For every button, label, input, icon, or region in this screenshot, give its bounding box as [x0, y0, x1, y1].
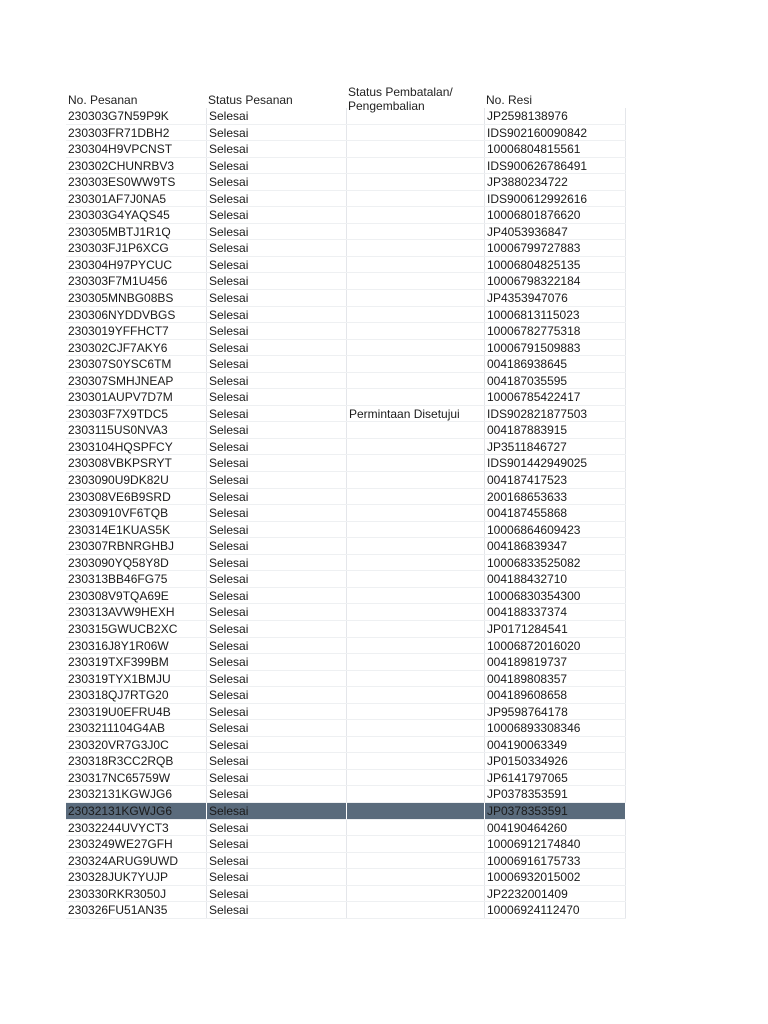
cell-cancel-status[interactable]	[346, 687, 484, 703]
table-row[interactable]	[66, 621, 626, 638]
table-row[interactable]	[66, 323, 626, 340]
cell-cancel-status[interactable]	[346, 853, 484, 869]
cell-receipt-no[interactable]: 10006833525082	[484, 555, 626, 571]
cell-order-no[interactable]: 230305MNBG08BS	[68, 291, 174, 306]
cell-order-status[interactable]: Selesai	[206, 720, 346, 736]
cell-order-status[interactable]: Selesai	[206, 654, 346, 670]
orders-table	[66, 82, 626, 919]
cell-receipt-no[interactable]: 10006924112470	[484, 902, 626, 918]
cell-receipt-no[interactable]: 004189608658	[484, 687, 626, 703]
cell-cancel-status[interactable]	[346, 108, 484, 124]
cell-order-status[interactable]: Selesai	[206, 869, 346, 885]
cell-order-status[interactable]: Selesai	[206, 439, 346, 455]
cell-cancel-status[interactable]	[346, 704, 484, 720]
cell-cancel-status[interactable]	[346, 522, 484, 538]
cell-cancel-status[interactable]	[346, 671, 484, 687]
cell-order-no[interactable]: 230305MBTJ1R1Q	[68, 224, 171, 239]
cell-cancel-status[interactable]	[346, 621, 484, 637]
header-order-no: No. Pesanan	[68, 93, 138, 107]
cell-order-no[interactable]: 2303019YFFHCT7	[68, 324, 169, 339]
cell-cancel-status[interactable]	[346, 571, 484, 587]
table-header	[66, 82, 626, 113]
cell-cancel-status[interactable]	[346, 588, 484, 604]
cell-order-no[interactable]: 23030910VF6TQB	[68, 506, 169, 521]
cell-order-no[interactable]: 23032131KGWJG6	[68, 787, 173, 802]
cell-receipt-no[interactable]: 004186938645	[484, 356, 626, 372]
cell-cancel-status[interactable]	[346, 290, 484, 306]
cell-receipt-no[interactable]: 10006804825135	[484, 257, 626, 273]
cell-cancel-status[interactable]	[346, 141, 484, 157]
cell-receipt-no[interactable]: 004187455868	[484, 505, 626, 521]
cell-order-no[interactable]: 230324ARUG9UWD	[68, 853, 179, 868]
table-row[interactable]	[66, 820, 626, 837]
table-row[interactable]	[66, 356, 626, 373]
cell-order-no[interactable]: 2303090U9DK82U	[68, 473, 169, 488]
table-row[interactable]	[66, 671, 626, 688]
cell-cancel-status[interactable]	[346, 770, 484, 786]
table-row[interactable]	[66, 786, 626, 803]
table-row[interactable]	[66, 257, 626, 274]
cell-receipt-no[interactable]: 10006791509883	[484, 340, 626, 356]
table-row[interactable]	[66, 588, 626, 605]
table-row[interactable]	[66, 273, 626, 290]
cell-order-status[interactable]: Selesai	[206, 224, 346, 240]
cell-cancel-status[interactable]	[346, 505, 484, 521]
cell-cancel-status[interactable]	[346, 604, 484, 620]
cell-cancel-status[interactable]	[346, 555, 484, 571]
cell-cancel-status[interactable]	[346, 356, 484, 372]
table-row[interactable]	[66, 869, 626, 886]
cell-order-no[interactable]: 230318QJ7RTG20	[68, 688, 169, 703]
table-row[interactable]	[66, 720, 626, 737]
cell-receipt-no[interactable]: 004187035595	[484, 373, 626, 389]
cell-cancel-status[interactable]	[346, 389, 484, 405]
cell-order-status[interactable]: Selesai	[206, 770, 346, 786]
table-row[interactable]	[66, 455, 626, 472]
cell-cancel-status[interactable]	[346, 273, 484, 289]
cell-order-status[interactable]: Selesai	[206, 323, 346, 339]
cell-receipt-no[interactable]: 10006799727883	[484, 240, 626, 256]
cell-receipt-no[interactable]: JP3511846727	[484, 439, 626, 455]
cell-order-status[interactable]: Selesai	[206, 158, 346, 174]
cell-order-no[interactable]: 23032244UVYCT3	[68, 820, 169, 835]
cell-order-status[interactable]: Selesai	[206, 356, 346, 372]
table-row[interactable]	[66, 704, 626, 721]
cell-order-no[interactable]: 23032131KGWJG6	[68, 803, 173, 818]
cell-order-no[interactable]: 230319TXF399BM	[68, 655, 169, 670]
cell-order-no[interactable]: 230313AVW9HEXH	[68, 605, 175, 620]
table-row[interactable]	[66, 240, 626, 257]
cell-cancel-status[interactable]	[346, 240, 484, 256]
cell-order-no[interactable]: 230306NYDDVBGS	[68, 307, 176, 322]
cell-order-status[interactable]: Selesai	[206, 704, 346, 720]
table-row[interactable]	[66, 638, 626, 655]
cell-order-status[interactable]: Selesai	[206, 373, 346, 389]
cell-order-no[interactable]: 2303211104G4AB	[68, 721, 165, 736]
cell-receipt-no[interactable]: JP4353947076	[484, 290, 626, 306]
cell-order-no[interactable]: 230315GWUCB2XC	[68, 621, 178, 636]
table-row[interactable]	[66, 737, 626, 754]
table-row[interactable]	[66, 770, 626, 787]
cell-order-no[interactable]: 230318R3CC2RQB	[68, 754, 174, 769]
table-body	[66, 108, 626, 919]
cell-order-status[interactable]: Selesai	[206, 422, 346, 438]
cell-order-no[interactable]: 230304H9VPCNST	[68, 142, 173, 157]
cell-receipt-no[interactable]: IDS901442949025	[484, 455, 626, 471]
cell-receipt-no[interactable]: 10006830354300	[484, 588, 626, 604]
cell-receipt-no[interactable]: 10006801876620	[484, 207, 626, 223]
cell-order-status[interactable]: Selesai	[206, 240, 346, 256]
cell-order-no[interactable]: 230303F7M1U456	[68, 274, 168, 289]
table-row[interactable]	[66, 406, 626, 423]
cell-cancel-status[interactable]	[346, 638, 484, 654]
cell-receipt-no[interactable]: IDS900626786491	[484, 158, 626, 174]
cell-cancel-status[interactable]	[346, 439, 484, 455]
cell-order-status[interactable]: Selesai	[206, 588, 346, 604]
cell-order-status[interactable]: Selesai	[206, 687, 346, 703]
cell-receipt-no[interactable]: 004188432710	[484, 571, 626, 587]
cell-receipt-no[interactable]: JP0378353591	[484, 786, 626, 802]
cell-order-no[interactable]: 2303090YQ58Y8D	[68, 555, 169, 570]
cell-order-status[interactable]: Selesai	[206, 389, 346, 405]
table-row-selected[interactable]	[66, 803, 626, 820]
cell-receipt-no[interactable]: JP0171284541	[484, 621, 626, 637]
cell-cancel-status[interactable]	[346, 869, 484, 885]
cell-order-no[interactable]: 230304H97PYCUC	[68, 257, 173, 272]
cell-cancel-status[interactable]	[346, 753, 484, 769]
cell-receipt-no[interactable]: 10006804815561	[484, 141, 626, 157]
header-cancel-status-line2: Pengembalian	[348, 99, 425, 113]
cell-receipt-no[interactable]: 004189808357	[484, 671, 626, 687]
cell-receipt-no[interactable]: 10006932015002	[484, 869, 626, 885]
cell-order-no[interactable]: 230328JUK7YUJP	[68, 870, 169, 885]
cell-order-no[interactable]: 230303G7N59P9K	[68, 109, 169, 123]
cell-cancel-status[interactable]	[346, 307, 484, 323]
cell-order-no[interactable]: 230301AF7J0NA5	[68, 191, 167, 206]
cell-cancel-status[interactable]	[346, 720, 484, 736]
cell-receipt-no[interactable]: 10006782775318	[484, 323, 626, 339]
table-row[interactable]	[66, 290, 626, 307]
table-row[interactable]	[66, 125, 626, 142]
cell-order-status[interactable]: Selesai	[206, 621, 346, 637]
cell-order-no[interactable]: 230330RKR3050J	[68, 886, 167, 901]
cell-order-status[interactable]: Selesai	[206, 836, 346, 852]
cell-order-no[interactable]: 230308VE6B9SRD	[68, 489, 171, 504]
table-row[interactable]	[66, 538, 626, 555]
table-row[interactable]	[66, 505, 626, 522]
cell-order-status[interactable]: Selesai	[206, 902, 346, 918]
table-row[interactable]	[66, 555, 626, 572]
cell-order-status[interactable]: Selesai	[206, 555, 346, 571]
cell-cancel-status[interactable]	[346, 786, 484, 802]
cell-order-status[interactable]: Selesai	[206, 340, 346, 356]
cell-cancel-status[interactable]	[346, 820, 484, 836]
cell-order-status[interactable]: Selesai	[206, 472, 346, 488]
cell-order-status[interactable]: Selesai	[206, 489, 346, 505]
table-row[interactable]	[66, 522, 626, 539]
cell-cancel-status[interactable]	[346, 737, 484, 753]
cell-receipt-no[interactable]: 10006912174840	[484, 836, 626, 852]
table-row[interactable]	[66, 224, 626, 241]
cell-order-no[interactable]: 230319U0EFRU4B	[68, 704, 171, 719]
cell-cancel-status[interactable]	[346, 836, 484, 852]
cell-receipt-no[interactable]: JP6141797065	[484, 770, 626, 786]
cell-receipt-no[interactable]: 10006785422417	[484, 389, 626, 405]
cell-order-status[interactable]: Selesai	[206, 307, 346, 323]
table-row[interactable]	[66, 340, 626, 357]
cell-receipt-no[interactable]: IDS900612992616	[484, 191, 626, 207]
cell-receipt-no[interactable]: 10006893308346	[484, 720, 626, 736]
cell-order-no[interactable]: 230320VR7G3J0C	[68, 737, 169, 752]
table-row[interactable]	[66, 472, 626, 489]
table-row[interactable]	[66, 902, 626, 919]
cell-receipt-no[interactable]: 200168653633	[484, 489, 626, 505]
cell-order-no[interactable]: 2303104HQSPFCY	[68, 439, 173, 454]
cell-cancel-status[interactable]	[346, 323, 484, 339]
table-row[interactable]	[66, 571, 626, 588]
cell-receipt-no[interactable]: 10006916175733	[484, 853, 626, 869]
table-row[interactable]	[66, 207, 626, 224]
cell-cancel-status[interactable]	[346, 257, 484, 273]
cell-order-status[interactable]: Selesai	[206, 886, 346, 902]
cell-receipt-no[interactable]: 004190063349	[484, 737, 626, 753]
cell-order-no[interactable]: 230303FJ1P6XCG	[68, 241, 169, 256]
cell-receipt-no[interactable]: JP9598764178	[484, 704, 626, 720]
cell-order-status[interactable]: Selesai	[206, 538, 346, 554]
cell-order-no[interactable]: 230301AUPV7D7M	[68, 390, 173, 405]
table-row[interactable]	[66, 108, 626, 125]
cell-cancel-status[interactable]	[346, 422, 484, 438]
cell-order-no[interactable]: 230303G4YAQS45	[68, 208, 170, 223]
table-row[interactable]	[66, 853, 626, 870]
cell-cancel-status[interactable]	[346, 224, 484, 240]
cell-cancel-status[interactable]	[346, 340, 484, 356]
table-row[interactable]	[66, 687, 626, 704]
cell-order-status[interactable]: Selesai	[206, 604, 346, 620]
cell-receipt-no[interactable]: JP0150334926	[484, 753, 626, 769]
cell-order-status[interactable]: Selesai	[206, 108, 346, 124]
cell-cancel-status[interactable]	[346, 158, 484, 174]
table-row[interactable]	[66, 886, 626, 903]
cell-receipt-no[interactable]: IDS902821877503	[484, 406, 626, 422]
cell-receipt-no[interactable]: JP2232001409	[484, 886, 626, 902]
cell-order-no[interactable]: 230314E1KUAS5K	[68, 522, 171, 537]
table-row[interactable]	[66, 141, 626, 158]
table-row[interactable]	[66, 836, 626, 853]
cell-order-status[interactable]: Selesai	[206, 803, 346, 819]
table-row[interactable]	[66, 389, 626, 406]
cell-cancel-status[interactable]	[346, 472, 484, 488]
cell-cancel-status[interactable]	[346, 886, 484, 902]
cell-order-status[interactable]: Selesai	[206, 753, 346, 769]
cell-order-status[interactable]: Selesai	[206, 257, 346, 273]
cell-receipt-no[interactable]: 004190464260	[484, 820, 626, 836]
cell-receipt-no[interactable]: JP2598138976	[484, 108, 626, 124]
cell-receipt-no[interactable]: 004187883915	[484, 422, 626, 438]
table-row[interactable]	[66, 174, 626, 191]
cell-order-status[interactable]: Selesai	[206, 571, 346, 587]
cell-order-no[interactable]: 230317NC65759W	[68, 770, 171, 785]
cell-receipt-no[interactable]: 10006872016020	[484, 638, 626, 654]
header-order-status: Status Pesanan	[208, 93, 293, 107]
cell-receipt-no[interactable]: 004188337374	[484, 604, 626, 620]
cell-order-status[interactable]: Selesai	[206, 853, 346, 869]
cell-receipt-no[interactable]: 10006813115023	[484, 307, 626, 323]
cell-order-no[interactable]: 230302CHUNRBV3	[68, 158, 175, 173]
header-receipt-no: No. Resi	[486, 93, 533, 107]
cell-order-no[interactable]: 230308VBKPSRYT	[68, 456, 172, 471]
cell-order-status[interactable]: Selesai	[206, 671, 346, 687]
table-row[interactable]	[66, 422, 626, 439]
table-row[interactable]	[66, 158, 626, 175]
cell-order-no[interactable]: 230303FR71DBH2	[68, 125, 170, 140]
cell-order-no[interactable]: 230307SMHJNEAP	[68, 373, 174, 388]
cell-order-no[interactable]: 230303ES0WW9TS	[68, 175, 176, 190]
cell-receipt-no[interactable]: 004187417523	[484, 472, 626, 488]
cell-order-no[interactable]: 230302CJF7AKY6	[68, 340, 168, 355]
cell-order-status[interactable]: Selesai	[206, 290, 346, 306]
cell-order-status[interactable]: Selesai	[206, 455, 346, 471]
table-row[interactable]	[66, 307, 626, 324]
cell-cancel-status[interactable]	[346, 191, 484, 207]
cell-order-status[interactable]: Selesai	[206, 522, 346, 538]
cell-receipt-no[interactable]: IDS902160090842	[484, 125, 626, 141]
cell-order-no[interactable]: 230307RBNRGHBJ	[68, 539, 175, 554]
cell-cancel-status[interactable]	[346, 803, 484, 819]
cell-order-status[interactable]: Selesai	[206, 273, 346, 289]
header-cancel-status-line1: Status Pembatalan/	[348, 85, 453, 99]
cell-order-status[interactable]: Selesai	[206, 125, 346, 141]
cell-order-status[interactable]: Selesai	[206, 174, 346, 190]
cell-cancel-status[interactable]	[346, 174, 484, 190]
cell-order-status[interactable]: Selesai	[206, 638, 346, 654]
cell-receipt-no[interactable]: 004186839347	[484, 538, 626, 554]
cell-cancel-status[interactable]	[346, 654, 484, 670]
cell-order-status[interactable]: Selesai	[206, 820, 346, 836]
cell-cancel-status[interactable]	[346, 455, 484, 471]
cell-receipt-no[interactable]: JP3880234722	[484, 174, 626, 190]
cell-order-status[interactable]: Selesai	[206, 786, 346, 802]
cell-order-no[interactable]: 230307S0YSC6TM	[68, 357, 172, 372]
cell-order-no[interactable]: 2303115US0NVA3	[68, 423, 168, 438]
cell-receipt-no[interactable]: 10006798322184	[484, 273, 626, 289]
table-row[interactable]	[66, 439, 626, 456]
table-row[interactable]	[66, 191, 626, 208]
table-row[interactable]	[66, 753, 626, 770]
cell-order-status[interactable]: Selesai	[206, 191, 346, 207]
cell-order-no[interactable]: 230316J8Y1R06W	[68, 638, 169, 653]
cell-order-status[interactable]: Selesai	[206, 505, 346, 521]
cell-receipt-no[interactable]: 004189819737	[484, 654, 626, 670]
cell-cancel-status[interactable]	[346, 902, 484, 918]
cell-order-no[interactable]: 230303F7X9TDC5	[68, 406, 169, 421]
cell-cancel-status[interactable]	[346, 373, 484, 389]
cell-cancel-status[interactable]	[346, 125, 484, 141]
table-row[interactable]	[66, 373, 626, 390]
cell-cancel-status[interactable]: Permintaan Disetujui	[346, 406, 484, 422]
cell-order-no[interactable]: 2303249WE27GFH	[68, 837, 173, 852]
cell-receipt-no[interactable]: JP4053936847	[484, 224, 626, 240]
cell-order-status[interactable]: Selesai	[206, 207, 346, 223]
cell-order-status[interactable]: Selesai	[206, 406, 346, 422]
cell-cancel-status[interactable]	[346, 538, 484, 554]
cell-order-status[interactable]: Selesai	[206, 141, 346, 157]
cell-cancel-status[interactable]	[346, 207, 484, 223]
cell-order-no[interactable]: 230313BB46FG75	[68, 572, 168, 587]
cell-order-no[interactable]: 230319TYX1BMJU	[68, 671, 171, 686]
cell-order-no[interactable]: 230326FU51AN35	[68, 903, 168, 918]
cell-receipt-no[interactable]: JP0378353591	[484, 803, 626, 819]
table-row[interactable]	[66, 489, 626, 506]
table-row[interactable]	[66, 604, 626, 621]
cell-cancel-status[interactable]	[346, 489, 484, 505]
cell-order-status[interactable]: Selesai	[206, 737, 346, 753]
table-row[interactable]	[66, 654, 626, 671]
cell-receipt-no[interactable]: 10006864609423	[484, 522, 626, 538]
cell-order-no[interactable]: 230308V9TQA69E	[68, 588, 169, 603]
